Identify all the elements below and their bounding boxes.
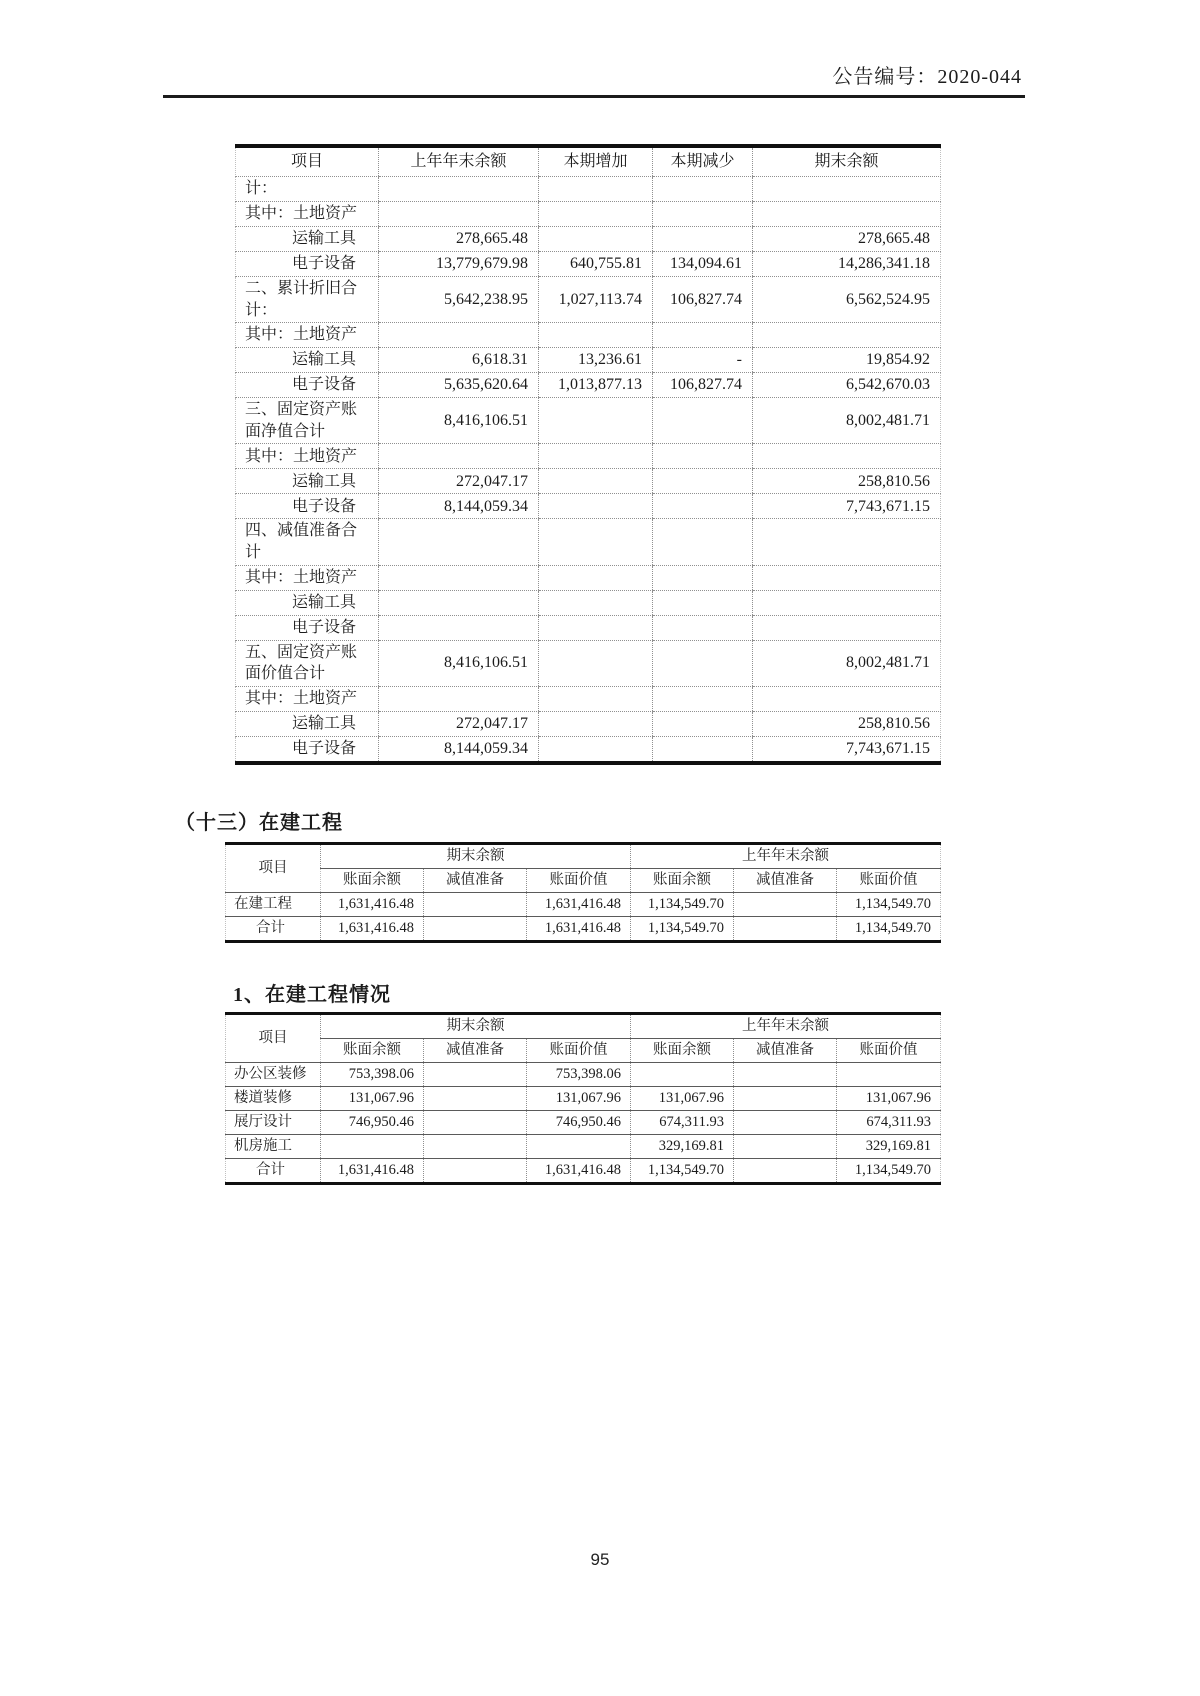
cell-value bbox=[653, 398, 753, 444]
row-label: 三、固定资产账面净值合计 bbox=[236, 398, 379, 444]
table-row bbox=[236, 323, 941, 348]
cell-value bbox=[321, 1135, 424, 1159]
cell-value bbox=[424, 1063, 527, 1087]
cell-value: 1,631,416.48 bbox=[321, 917, 424, 942]
col-header-project: 项目 bbox=[226, 1014, 321, 1063]
row-label: 电子设备 bbox=[236, 736, 379, 763]
header-rule bbox=[163, 95, 1025, 98]
subcol-book-balance: 账面余额 bbox=[321, 869, 424, 893]
cell-value bbox=[539, 398, 653, 444]
cell-value: 131,067.96 bbox=[527, 1087, 631, 1111]
cell-value bbox=[539, 565, 653, 590]
cell-value: 272,047.17 bbox=[379, 711, 539, 736]
table-row bbox=[236, 277, 941, 323]
cell-value: 8,002,481.71 bbox=[753, 640, 941, 686]
subcol-book-balance: 账面余额 bbox=[631, 1039, 734, 1063]
row-label: 运输工具 bbox=[236, 590, 379, 615]
cell-value: 8,144,059.34 bbox=[379, 736, 539, 763]
subcol-book-value: 账面价值 bbox=[527, 1039, 631, 1063]
row-label: 电子设备 bbox=[236, 615, 379, 640]
cell-value: - bbox=[653, 348, 753, 373]
cell-value bbox=[653, 590, 753, 615]
cell-value: 5,642,238.95 bbox=[379, 277, 539, 323]
cell-value bbox=[539, 590, 653, 615]
cell-value: 8,144,059.34 bbox=[379, 494, 539, 519]
cell-value bbox=[379, 177, 539, 202]
col-header-period-decrease: 本期减少 bbox=[653, 146, 753, 177]
cell-value bbox=[539, 177, 653, 202]
cell-value bbox=[539, 686, 653, 711]
table-row bbox=[236, 227, 941, 252]
cip-detail-table-body bbox=[226, 1063, 941, 1184]
cell-value: 19,854.92 bbox=[753, 348, 941, 373]
cell-value bbox=[539, 736, 653, 763]
cell-value bbox=[734, 1087, 837, 1111]
table-row bbox=[226, 893, 941, 917]
cell-value bbox=[653, 686, 753, 711]
cell-value bbox=[379, 444, 539, 469]
subheader-row bbox=[226, 1039, 941, 1063]
cell-value bbox=[424, 1159, 527, 1184]
header-row bbox=[226, 1014, 941, 1039]
table-row bbox=[226, 1135, 941, 1159]
cell-value bbox=[653, 177, 753, 202]
cell-value bbox=[753, 615, 941, 640]
cell-value bbox=[653, 565, 753, 590]
table-row bbox=[226, 1111, 941, 1135]
cell-value: 674,311.93 bbox=[631, 1111, 734, 1135]
cell-value bbox=[753, 686, 941, 711]
table-row bbox=[236, 177, 941, 202]
cell-value: 13,236.61 bbox=[539, 348, 653, 373]
row-label: 五、固定资产账面价值合计 bbox=[236, 640, 379, 686]
row-label: 办公区装修 bbox=[226, 1063, 321, 1087]
section-1-title: 1、在建工程情况 bbox=[233, 984, 391, 1006]
cell-value bbox=[753, 519, 941, 565]
group-header-prior-year-balance: 上年年末余额 bbox=[631, 1014, 941, 1039]
row-label: 在建工程 bbox=[226, 893, 321, 917]
cell-value: 674,311.93 bbox=[837, 1111, 941, 1135]
cell-value: 1,134,549.70 bbox=[631, 893, 734, 917]
subcol-impairment-provision: 减值准备 bbox=[424, 1039, 527, 1063]
cell-value bbox=[753, 177, 941, 202]
subheader-row bbox=[226, 869, 941, 893]
subcol-book-balance: 账面余额 bbox=[321, 1039, 424, 1063]
cell-value: 753,398.06 bbox=[321, 1063, 424, 1087]
cell-value bbox=[837, 1063, 941, 1087]
cell-value bbox=[539, 469, 653, 494]
row-label: 电子设备 bbox=[236, 494, 379, 519]
cell-value bbox=[539, 227, 653, 252]
cell-value bbox=[539, 444, 653, 469]
cell-value bbox=[653, 444, 753, 469]
table-row bbox=[236, 202, 941, 227]
cell-value bbox=[734, 917, 837, 942]
row-label: 其中：土地资产 bbox=[236, 686, 379, 711]
cell-value bbox=[753, 565, 941, 590]
cell-value bbox=[653, 323, 753, 348]
cell-value bbox=[527, 1135, 631, 1159]
table-row bbox=[236, 373, 941, 398]
table-row bbox=[236, 590, 941, 615]
cip-detail-table-header bbox=[226, 1014, 941, 1063]
cell-value bbox=[653, 494, 753, 519]
cell-value: 14,286,341.18 bbox=[753, 252, 941, 277]
cell-value bbox=[734, 893, 837, 917]
row-label: 运输工具 bbox=[236, 711, 379, 736]
cell-value bbox=[379, 565, 539, 590]
cell-value: 7,743,671.15 bbox=[753, 494, 941, 519]
cip-summary-table-body bbox=[226, 893, 941, 942]
cell-value bbox=[734, 1063, 837, 1087]
cell-value: 8,416,106.51 bbox=[379, 640, 539, 686]
cell-value bbox=[539, 640, 653, 686]
cell-value: 7,743,671.15 bbox=[753, 736, 941, 763]
row-label: 机房施工 bbox=[226, 1135, 321, 1159]
cell-value: 1,134,549.70 bbox=[837, 893, 941, 917]
row-label: 其中：土地资产 bbox=[236, 444, 379, 469]
table-row bbox=[226, 917, 941, 942]
table-row bbox=[236, 565, 941, 590]
cell-value: 5,635,620.64 bbox=[379, 373, 539, 398]
cell-value bbox=[653, 615, 753, 640]
row-label: 楼道装修 bbox=[226, 1087, 321, 1111]
cell-value: 131,067.96 bbox=[321, 1087, 424, 1111]
group-header-ending-balance: 期末余额 bbox=[321, 1014, 631, 1039]
cell-value: 6,562,524.95 bbox=[753, 277, 941, 323]
row-label: 运输工具 bbox=[236, 227, 379, 252]
cell-value bbox=[539, 323, 653, 348]
cell-value: 131,067.96 bbox=[837, 1087, 941, 1111]
row-label: 其中：土地资产 bbox=[236, 565, 379, 590]
table-row bbox=[236, 519, 941, 565]
group-header-ending-balance: 期末余额 bbox=[321, 844, 631, 869]
cip-summary-table bbox=[225, 842, 941, 943]
table-row bbox=[236, 494, 941, 519]
table-row bbox=[236, 686, 941, 711]
cell-value bbox=[424, 1111, 527, 1135]
col-header-project: 项目 bbox=[236, 146, 379, 177]
cell-value bbox=[653, 227, 753, 252]
subcol-book-value: 账面价值 bbox=[527, 869, 631, 893]
cell-value bbox=[379, 519, 539, 565]
cell-value bbox=[379, 202, 539, 227]
cell-value: 1,134,549.70 bbox=[631, 1159, 734, 1184]
table-row bbox=[236, 444, 941, 469]
header-row bbox=[226, 844, 941, 869]
cell-value: 1,027,113.74 bbox=[539, 277, 653, 323]
cell-value: 106,827.74 bbox=[653, 277, 753, 323]
row-label: 四、减值准备合计 bbox=[236, 519, 379, 565]
subcol-impairment-provision: 减值准备 bbox=[734, 869, 837, 893]
col-header-ending-balance: 期末余额 bbox=[753, 146, 941, 177]
cell-value bbox=[379, 615, 539, 640]
subcol-impairment-provision: 减值准备 bbox=[734, 1039, 837, 1063]
table-row bbox=[236, 469, 941, 494]
subcol-book-balance: 账面余额 bbox=[631, 869, 734, 893]
cell-value: 1,134,549.70 bbox=[837, 917, 941, 942]
table-row bbox=[226, 1063, 941, 1087]
cip-summary-table-header bbox=[226, 844, 941, 893]
fixed-assets-table-body bbox=[236, 177, 941, 763]
col-header-prior-year-balance: 上年年末余额 bbox=[379, 146, 539, 177]
row-label: 电子设备 bbox=[236, 373, 379, 398]
cell-value bbox=[379, 590, 539, 615]
cell-value: 329,169.81 bbox=[631, 1135, 734, 1159]
cell-value: 8,416,106.51 bbox=[379, 398, 539, 444]
table-row bbox=[226, 1159, 941, 1184]
cell-value: 1,631,416.48 bbox=[321, 1159, 424, 1184]
cell-value bbox=[753, 202, 941, 227]
cell-value bbox=[753, 444, 941, 469]
cell-value: 272,047.17 bbox=[379, 469, 539, 494]
subcol-impairment-provision: 减值准备 bbox=[424, 869, 527, 893]
cell-value: 131,067.96 bbox=[631, 1087, 734, 1111]
table-row bbox=[236, 736, 941, 763]
table-row bbox=[236, 398, 941, 444]
table-row bbox=[236, 640, 941, 686]
cell-value: 278,665.48 bbox=[753, 227, 941, 252]
cell-value: 1,631,416.48 bbox=[527, 917, 631, 942]
group-header-prior-year-balance: 上年年末余额 bbox=[631, 844, 941, 869]
cell-value bbox=[734, 1111, 837, 1135]
col-header-period-increase: 本期增加 bbox=[539, 146, 653, 177]
row-label: 运输工具 bbox=[236, 348, 379, 373]
cell-value bbox=[539, 494, 653, 519]
cell-value: 1,631,416.48 bbox=[527, 893, 631, 917]
cell-value: 106,827.74 bbox=[653, 373, 753, 398]
cell-value bbox=[753, 323, 941, 348]
row-label: 其中：土地资产 bbox=[236, 202, 379, 227]
cell-value bbox=[539, 711, 653, 736]
table-row bbox=[236, 348, 941, 373]
cell-value bbox=[539, 202, 653, 227]
cell-value bbox=[424, 917, 527, 942]
table-row bbox=[236, 615, 941, 640]
cell-value: 258,810.56 bbox=[753, 469, 941, 494]
cell-value bbox=[653, 519, 753, 565]
page-number: 95 bbox=[590, 1550, 610, 1569]
cell-value bbox=[379, 323, 539, 348]
cell-value: 329,169.81 bbox=[837, 1135, 941, 1159]
cell-value bbox=[653, 469, 753, 494]
cell-value: 278,665.48 bbox=[379, 227, 539, 252]
fixed-assets-table-header bbox=[236, 146, 941, 177]
cell-value bbox=[653, 736, 753, 763]
cell-value: 1,134,549.70 bbox=[631, 917, 734, 942]
cell-value bbox=[734, 1135, 837, 1159]
cell-value bbox=[653, 202, 753, 227]
cell-value: 746,950.46 bbox=[527, 1111, 631, 1135]
cell-value bbox=[539, 615, 653, 640]
section-13-title: （十三）在建工程 bbox=[175, 812, 343, 834]
table-row bbox=[226, 1087, 941, 1111]
cell-value: 8,002,481.71 bbox=[753, 398, 941, 444]
cell-value bbox=[424, 1087, 527, 1111]
row-label: 二、累计折旧合计： bbox=[236, 277, 379, 323]
cell-value bbox=[539, 519, 653, 565]
cell-value bbox=[653, 711, 753, 736]
col-header-project: 项目 bbox=[226, 844, 321, 893]
row-label: 运输工具 bbox=[236, 469, 379, 494]
table-row bbox=[236, 711, 941, 736]
header-row bbox=[236, 146, 941, 177]
subcol-book-value: 账面价值 bbox=[837, 1039, 941, 1063]
cell-value: 6,618.31 bbox=[379, 348, 539, 373]
row-label: 电子设备 bbox=[236, 252, 379, 277]
cell-value: 6,542,670.03 bbox=[753, 373, 941, 398]
subcol-book-value: 账面价值 bbox=[837, 869, 941, 893]
cell-value: 13,779,679.98 bbox=[379, 252, 539, 277]
row-label: 计： bbox=[236, 177, 379, 202]
cip-detail-table bbox=[225, 1012, 941, 1185]
cell-value: 134,094.61 bbox=[653, 252, 753, 277]
cell-value: 746,950.46 bbox=[321, 1111, 424, 1135]
fixed-assets-table bbox=[235, 144, 941, 765]
cell-value: 753,398.06 bbox=[527, 1063, 631, 1087]
cell-value: 1,631,416.48 bbox=[321, 893, 424, 917]
row-label: 其中：土地资产 bbox=[236, 323, 379, 348]
cell-value: 1,013,877.13 bbox=[539, 373, 653, 398]
cell-value: 640,755.81 bbox=[539, 252, 653, 277]
row-label: 合计 bbox=[226, 917, 321, 942]
cell-value: 258,810.56 bbox=[753, 711, 941, 736]
cell-value bbox=[424, 893, 527, 917]
table-row bbox=[236, 252, 941, 277]
row-label: 合计 bbox=[226, 1159, 321, 1184]
cell-value bbox=[424, 1135, 527, 1159]
cell-value bbox=[734, 1159, 837, 1184]
cell-value: 1,631,416.48 bbox=[527, 1159, 631, 1184]
announcement-number: 公告编号：2020-044 bbox=[832, 66, 1022, 88]
cell-value bbox=[631, 1063, 734, 1087]
cell-value: 1,134,549.70 bbox=[837, 1159, 941, 1184]
cell-value bbox=[653, 640, 753, 686]
cell-value bbox=[753, 590, 941, 615]
cell-value bbox=[379, 686, 539, 711]
row-label: 展厅设计 bbox=[226, 1111, 321, 1135]
